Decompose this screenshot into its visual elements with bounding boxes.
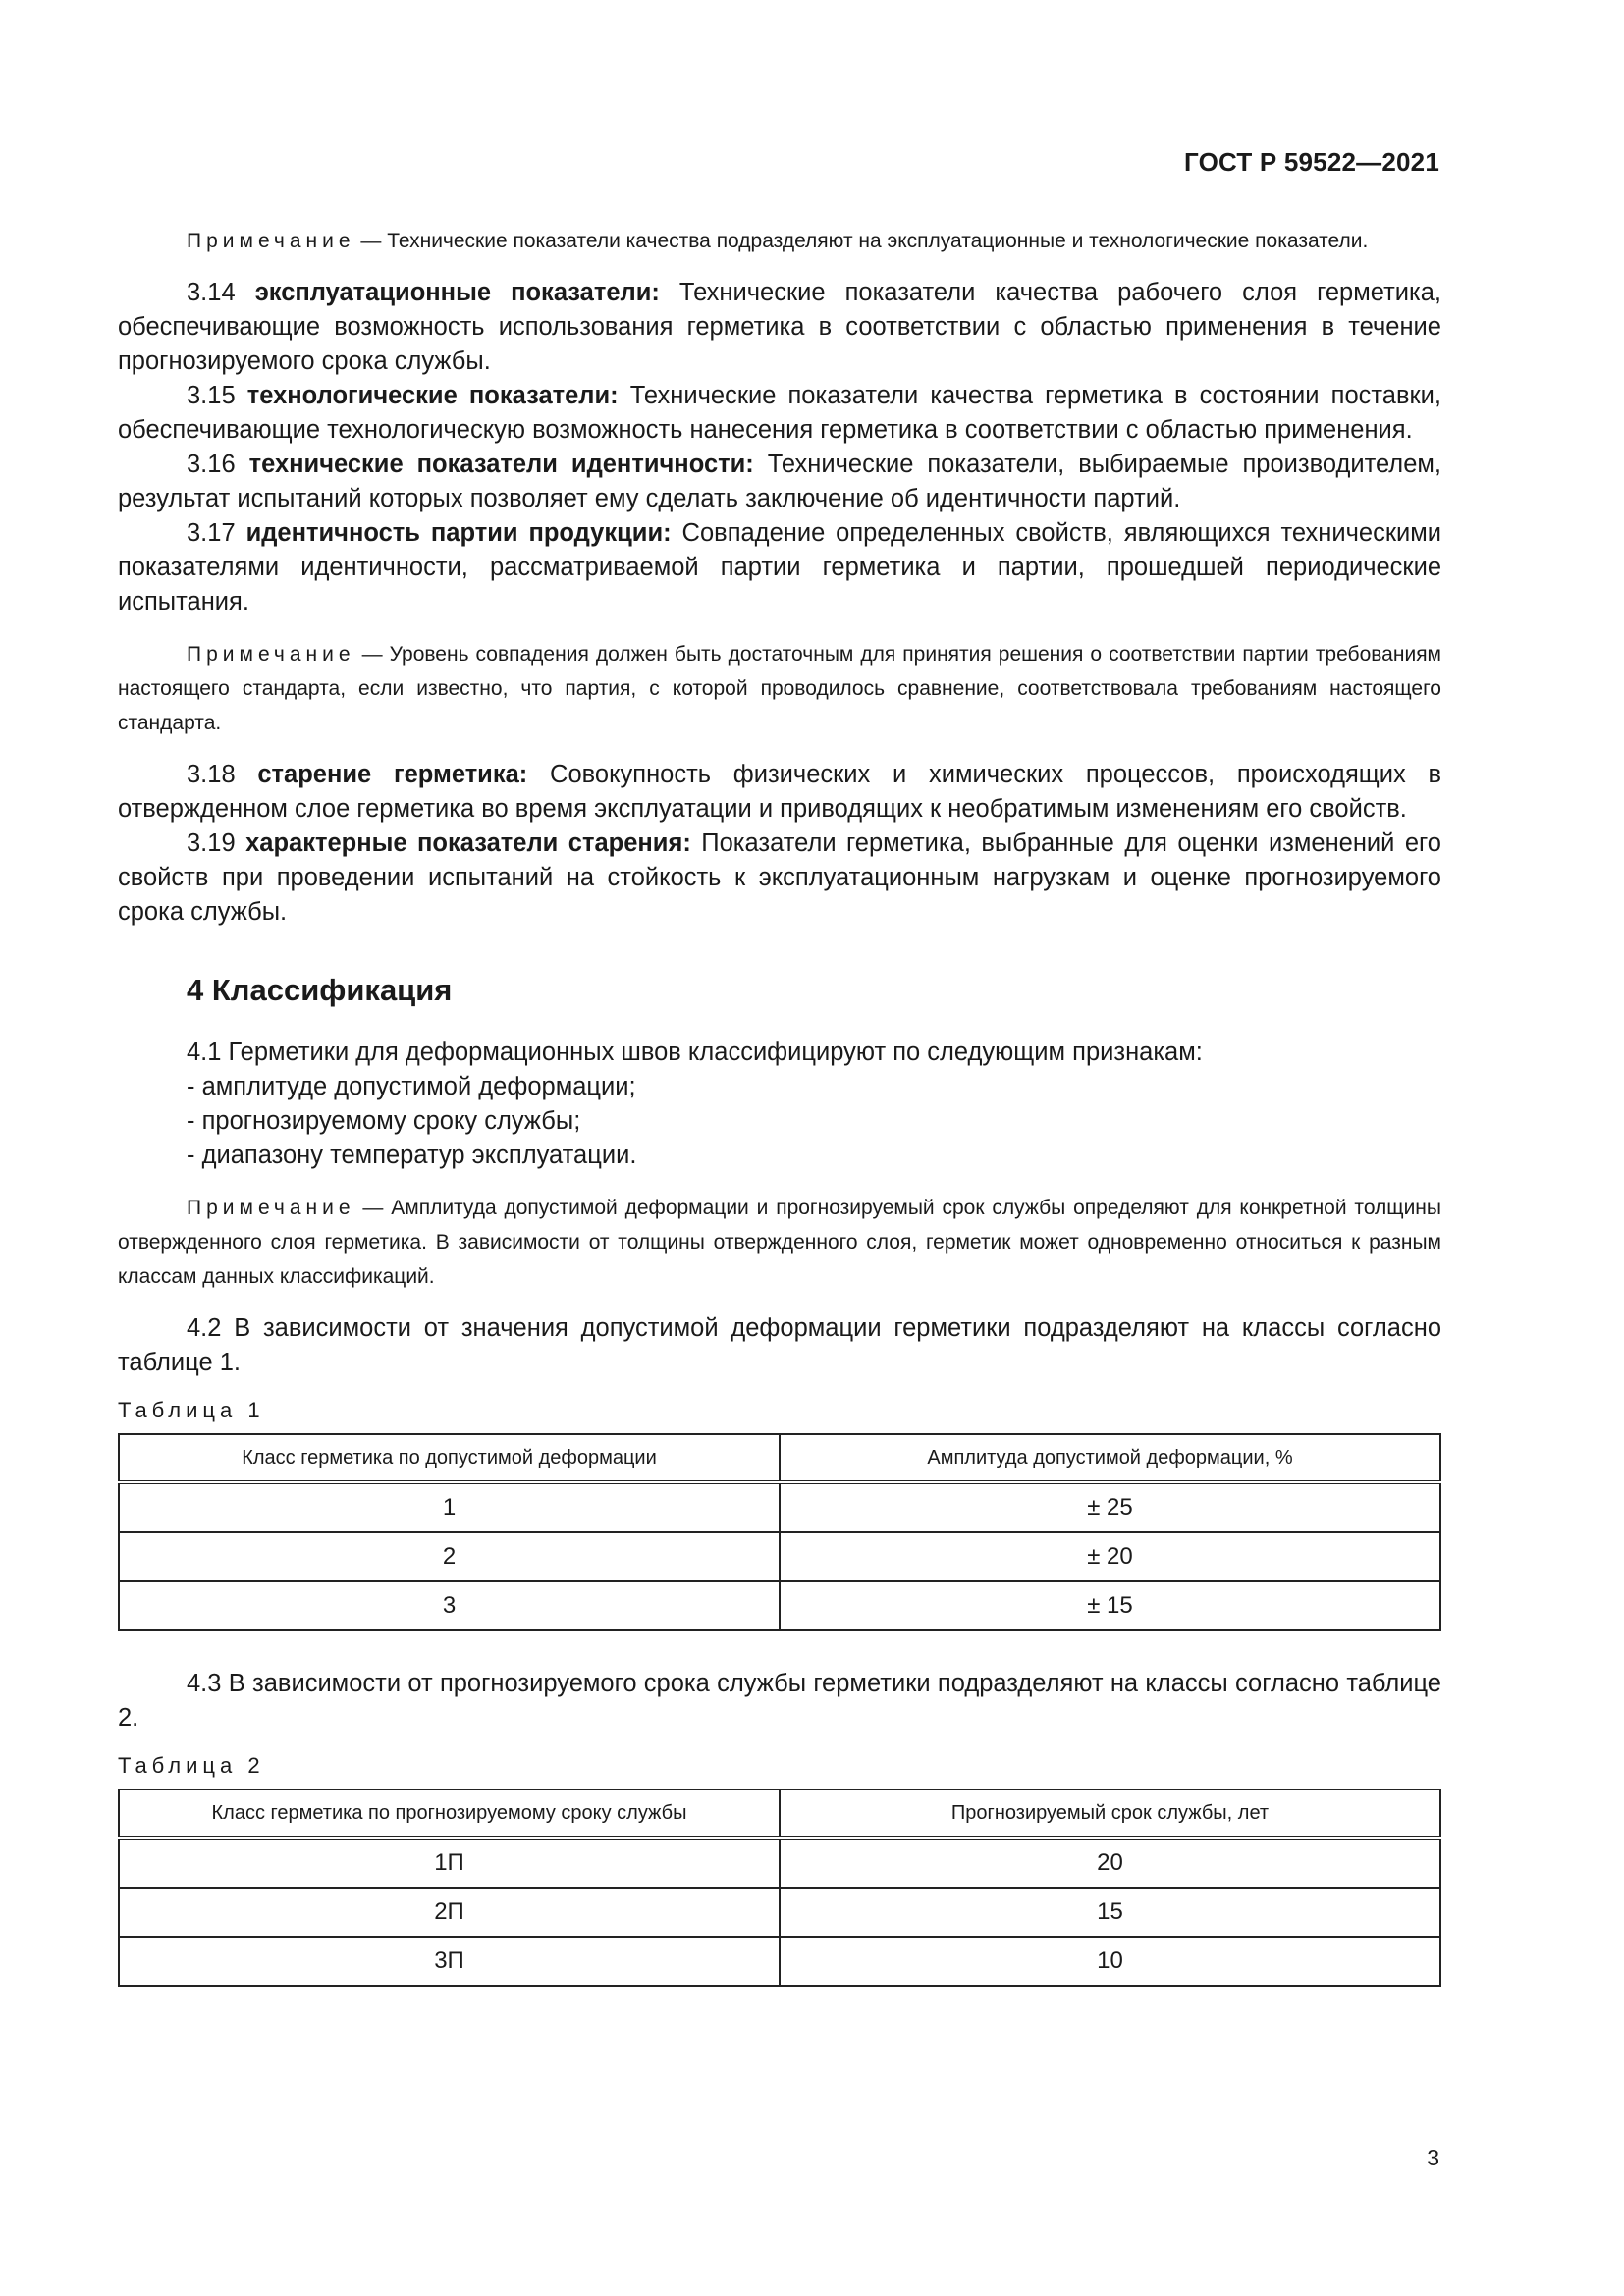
table-cell: ± 25 (780, 1482, 1440, 1532)
table-2 (118, 1789, 1441, 1987)
table-row (119, 1581, 1440, 1630)
term-definition: Технические показатели качества рабочего слоя герметика, обеспечивающие возможность использования герметика в соответствии с областью применения в течение прогнозируемого срока службы. (118, 279, 1441, 375)
table-header-row (119, 1434, 1440, 1482)
term-name: эксплуатационные показатели: (254, 279, 660, 306)
term-name: старение герметика: (257, 761, 528, 788)
document-id-header: ГОСТ Р 59522—2021 (1184, 147, 1439, 177)
paragraph-4-3: 4.3 В зависимости от прогнозируемого срока службы герметики подразделяют на классы согласно таблице 2. (118, 1670, 1441, 1732)
term-name: идентичность партии продукции: (245, 519, 672, 547)
table-header-cell: Амплитуда допустимой деформации, % (780, 1434, 1440, 1482)
term-number: 3.17 (187, 519, 236, 547)
table-cell: 3П (119, 1937, 780, 1986)
table-cell: ± 15 (780, 1581, 1440, 1630)
term-3-18 (118, 758, 1441, 827)
table-header-cell: Класс герметика по допустимой деформации (119, 1434, 780, 1482)
table-row (119, 1888, 1440, 1937)
list-item: - амплитуде допустимой деформации; (187, 1073, 636, 1100)
term-3-16 (118, 448, 1441, 516)
term-definition: Технические показатели качества герметика в состоянии поставки, обеспечивающие технологическую возможность нанесения герметика в соответствии с областью применения. (118, 382, 1441, 444)
term-number: 3.18 (187, 761, 236, 788)
term-definition: Совокупность физических и химических процессов, происходящих в отвержденном слое герметика во время эксплуатации и приводящих к необратимым изменениям его свойств. (118, 761, 1441, 823)
page-number: 3 (1427, 2145, 1439, 2170)
note-text: — Амплитуда допустимой деформации и прогнозируемый срок службы определяют для конкретной толщины отвержденного слоя герметика. В зависимости от толщины отвержденного слоя, герметик может одновременно относиться к разным классам данных классификаций. (118, 1197, 1441, 1288)
note-2 (118, 637, 1441, 740)
term-number: 3.15 (187, 382, 236, 409)
note-1 (118, 224, 1441, 258)
paragraph-4-1: 4.1 Герметики для деформационных швов классифицируют по следующим признакам: (187, 1039, 1203, 1066)
paragraph-4-2: 4.2 В зависимости от значения допустимой деформации герметики подразделяют на классы согласно таблице 1. (118, 1314, 1441, 1376)
list-item: - прогнозируемому сроку службы; (187, 1107, 581, 1135)
table-row (119, 1482, 1440, 1532)
term-3-14 (118, 276, 1441, 379)
table-cell: 1П (119, 1838, 780, 1888)
table-cell: ± 20 (780, 1532, 1440, 1581)
term-name: технологические показатели: (246, 382, 619, 409)
note-label: Примечание (187, 643, 355, 666)
table-header-row (119, 1789, 1440, 1838)
term-name: технические показатели идентичности: (248, 451, 754, 478)
table-caption: Таблица 1 (118, 1398, 265, 1422)
table-row (119, 1937, 1440, 1986)
term-definition: Технические показатели, выбираемые производителем, результат испытаний которых позволяет ему сделать заключение об идентичности партий. (118, 451, 1441, 512)
term-name: характерные показатели старения: (245, 829, 691, 857)
term-3-17 (118, 516, 1441, 619)
table-row (119, 1532, 1440, 1581)
term-number: 3.19 (187, 829, 236, 857)
note-text: — Уровень совпадения должен быть достаточным для принятия решения о соответствии партии требованиям настоящего стандарта, если известно, что партия, с которой проводилось сравнение, соответствовала требованиям настоящего стандарта. (118, 643, 1441, 734)
table-cell: 20 (780, 1838, 1440, 1888)
term-definition: Совпадение определенных свойств, являющихся техническими показателями идентичности, рассматриваемой партии герметика и партии, прошедшей периодические испытания. (118, 519, 1442, 615)
page-content (118, 224, 1441, 1987)
note-text: — Технические показатели качества подразделяют на эксплуатационные и технологические показатели. (354, 230, 1369, 252)
table-header-cell: Прогнозируемый срок службы, лет (780, 1789, 1440, 1838)
table-1 (118, 1433, 1441, 1631)
term-definition: Показатели герметика, выбранные для оценки изменений его свойств при проведении испытаний на стойкость к эксплуатационным нагрузкам и оценке прогнозируемого срока службы. (118, 829, 1441, 926)
table-cell: 1 (119, 1482, 780, 1532)
note-label: Примечание (187, 230, 355, 252)
table-row (119, 1838, 1440, 1888)
table-cell: 3 (119, 1581, 780, 1630)
note-3 (118, 1191, 1441, 1294)
term-3-15 (118, 379, 1441, 448)
table-header-cell: Класс герметика по прогнозируемому сроку службы (119, 1789, 780, 1838)
table-cell: 2П (119, 1888, 780, 1937)
term-number: 3.16 (187, 451, 236, 478)
table-cell: 2 (119, 1532, 780, 1581)
table-cell: 10 (780, 1937, 1440, 1986)
table-caption: Таблица 2 (118, 1753, 265, 1778)
term-number: 3.14 (187, 279, 236, 306)
list-item: - диапазону температур эксплуатации. (187, 1142, 637, 1169)
table-cell: 15 (780, 1888, 1440, 1937)
term-3-19 (118, 827, 1441, 930)
note-label: Примечание (187, 1197, 355, 1219)
section-heading: 4 Классификация (187, 973, 453, 1007)
